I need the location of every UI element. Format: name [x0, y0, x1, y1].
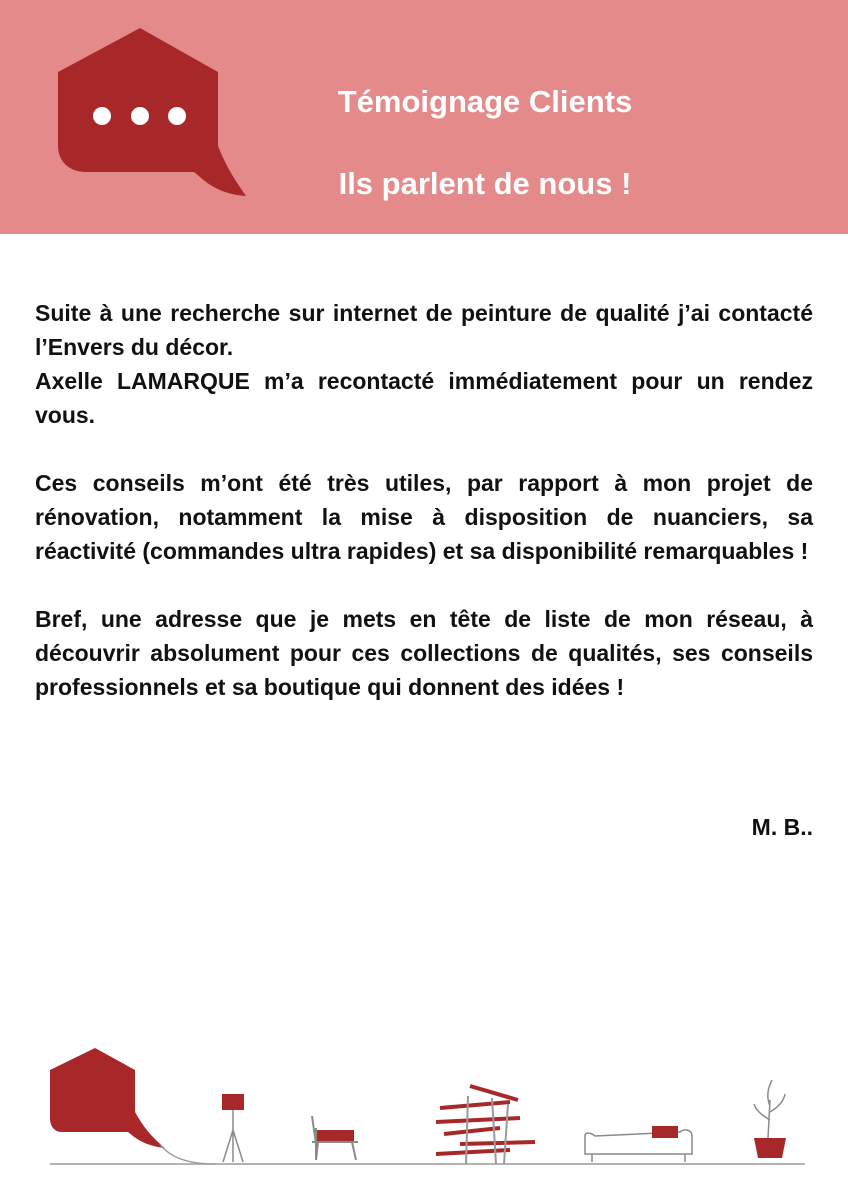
testimonial-paragraph	[35, 296, 813, 432]
floor-lamp-icon	[222, 1094, 244, 1162]
testimonial-sentence: Suite à une recherche sur internet de peinture de qualité j’ai contacté l’Envers du décor.	[35, 300, 813, 360]
speech-house-icon	[50, 1048, 215, 1164]
testimonial-paragraph: Bref, une adresse que je mets en tête de liste de mon réseau, à découvrir absolument pour ces collections de qualités, ses conseils professionnels et sa boutique qui donnent des idées !	[35, 606, 813, 700]
speech-house-icon	[56, 26, 246, 201]
header-banner	[0, 0, 848, 234]
potted-plant-icon	[754, 1080, 786, 1158]
testimonial-text	[35, 296, 813, 704]
stacked-planks-icon	[436, 1086, 535, 1164]
sofa-icon	[585, 1126, 692, 1162]
page-subtitle: Ils parlent de nous !	[338, 166, 632, 201]
testimonial-paragraph: Ces conseils m’ont été très utiles, par rapport à mon projet de rénovation, notamment la mise à disposition de nuanciers, sa réactivité (commandes ultra rapides) et sa disponibilité remarquables !	[35, 470, 813, 564]
footer-illustration	[40, 1040, 810, 1170]
signature: M. B..	[751, 814, 813, 840]
page-title: Témoignage Clients	[337, 84, 633, 119]
armchair-icon	[312, 1116, 358, 1160]
testimonial-sentence: Axelle LAMARQUE m’a recontacté immédiatement pour un rendez vous.	[35, 368, 813, 428]
